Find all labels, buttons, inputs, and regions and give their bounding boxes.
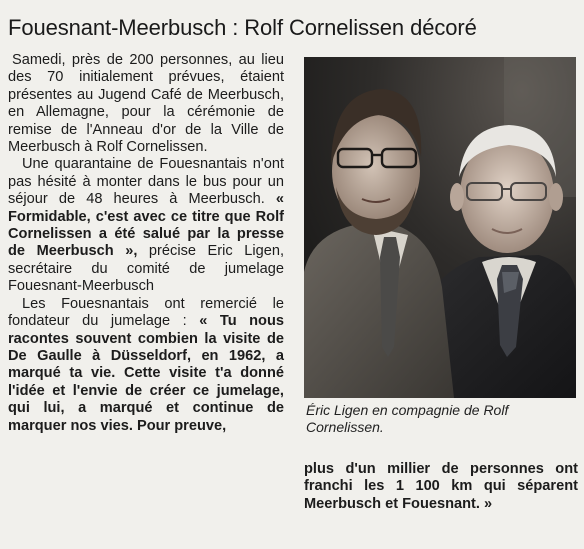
photo-caption: Éric Ligen en compagnie de Rolf Cornelissen. xyxy=(306,402,509,435)
paragraph-3-text: Les Fouesnantais ont remercié le fondateur du jumelage : xyxy=(8,295,284,330)
article-column-left xyxy=(8,52,284,435)
paragraph-2-quote: « Formidable, c'est avec ce titre que Rolf Cornelissen a été salué par la presse de Meerbusch », xyxy=(8,191,284,260)
paragraph-3-quote: « Tu nous racontes souvent combien la visite de De Gaulle à Düsseldorf, en 1962, a marqué ta vie. Cette visite t'a donné l'idée et l'envie de créer ce jumelage, qui lui, a marqué et continue de marquer nos vies. Pour preuve, xyxy=(8,313,284,434)
paragraph-1: Samedi, près de 200 personnes, au lieu des 70 initialement prévues, étaient présentes au Jugend Café de Meerbusch, en Allemagne, pour la cérémonie de remise de l'Anneau d'or de la Ville de Meerbusch à Rolf Cornelissen. xyxy=(8,52,284,156)
paragraph-2-tail: précise Eric Ligen, secrétaire du comité de jumelage Fouesnant-Meerbusch xyxy=(8,243,284,295)
article-photo xyxy=(304,57,576,398)
paragraph-2 xyxy=(8,156,284,295)
paragraph-3 xyxy=(8,296,284,435)
photo-illustration xyxy=(304,57,576,398)
paragraph-2-text: Une quarantaine de Fouesnantais n'ont pas hésité à monter dans le bus pour un séjour de 48 heures à Meerbusch. xyxy=(8,156,284,208)
article-headline: Fouesnant-Meerbusch : Rolf Cornelissen décoré xyxy=(8,15,477,40)
article-column-right xyxy=(304,461,578,513)
paragraph-4: plus d'un millier de personnes ont franchi les 1 100 km qui séparent Meerbusch et Fouesnant. » xyxy=(304,461,578,512)
